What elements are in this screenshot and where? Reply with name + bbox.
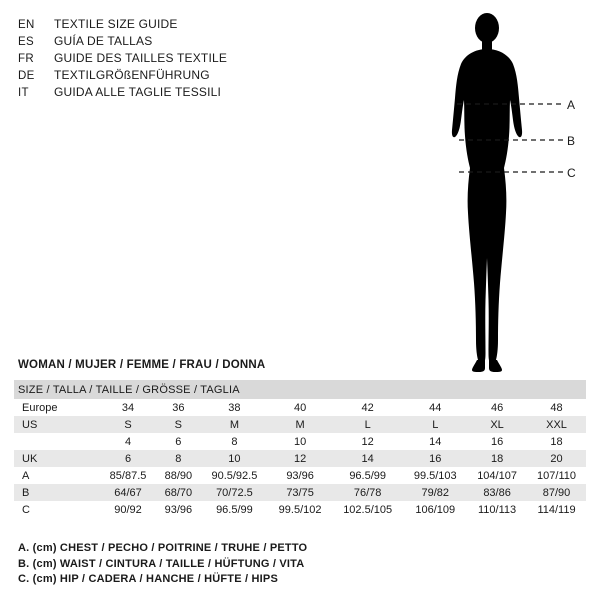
language-text: TEXTILE SIZE GUIDE (54, 17, 178, 31)
table-header-label: SIZE / TALLA / TAILLE / GRÖSSE / TAGLIA (14, 380, 586, 399)
cell: 18 (527, 433, 586, 450)
cell: 14 (403, 433, 467, 450)
cell: 76/78 (332, 484, 403, 501)
cell: 16 (403, 450, 467, 467)
cell: XXL (527, 416, 586, 433)
cell: 102.5/105 (332, 501, 403, 518)
cell: S (156, 416, 201, 433)
cell: L (403, 416, 467, 433)
cell: 96.5/99 (201, 501, 269, 518)
row-label (14, 433, 100, 450)
category-title: WOMAN / MUJER / FEMME / FRAU / DONNA (18, 359, 266, 371)
cell: 8 (201, 433, 269, 450)
footnote-b: B. (cm) WAIST / CINTURA / TAILLE / HÜFTUNG / VITA (18, 557, 305, 570)
table-row (14, 433, 586, 450)
cell: 64/67 (100, 484, 156, 501)
table-row (14, 467, 586, 484)
cell: 87/90 (527, 484, 586, 501)
cell: 12 (268, 450, 332, 467)
row-label: Europe (14, 399, 100, 416)
cell: 46 (467, 399, 527, 416)
language-text: GUIDA ALLE TAGLIE TESSILI (54, 85, 222, 99)
language-row (18, 16, 398, 33)
row-label: UK (14, 450, 100, 467)
cell: 79/82 (403, 484, 467, 501)
language-row (18, 50, 398, 67)
table-row (14, 484, 586, 501)
cell: 93/96 (156, 501, 201, 518)
language-text: TEXTILGRÖßENFÜHRUNG (54, 68, 210, 82)
table-row (14, 450, 586, 467)
cell: 90/92 (100, 501, 156, 518)
language-code: DE (18, 70, 35, 82)
cell: 93/96 (268, 467, 332, 484)
cell: L (332, 416, 403, 433)
language-row (18, 84, 398, 101)
table-header-row (14, 380, 586, 399)
cell: 88/90 (156, 467, 201, 484)
language-code: ES (18, 36, 34, 48)
language-row (18, 33, 398, 50)
cell: 99.5/103 (403, 467, 467, 484)
cell: 107/110 (527, 467, 586, 484)
cell: 6 (156, 433, 201, 450)
cell: 40 (268, 399, 332, 416)
cell: 18 (467, 450, 527, 467)
language-text: GUIDE DES TAILLES TEXTILE (54, 51, 228, 65)
row-label: US (14, 416, 100, 433)
cell: 6 (100, 450, 156, 467)
female-body-figure (415, 8, 590, 378)
cell: 99.5/102 (268, 501, 332, 518)
cell: 110/113 (467, 501, 527, 518)
table-row (14, 501, 586, 518)
footnote-c: C. (cm) HIP / CADERA / HANCHE / HÜFTE / HIPS (18, 573, 278, 585)
row-label: A (14, 467, 100, 484)
cell: 36 (156, 399, 201, 416)
table-row (14, 416, 586, 433)
language-row (18, 67, 398, 84)
cell: 106/109 (403, 501, 467, 518)
cell: 44 (403, 399, 467, 416)
cell: 114/119 (527, 501, 586, 518)
cell: 83/86 (467, 484, 527, 501)
cell: 14 (332, 450, 403, 467)
cell: 73/75 (268, 484, 332, 501)
cell: 10 (268, 433, 332, 450)
cell: 90.5/92.5 (201, 467, 269, 484)
measure-label-a: A (567, 98, 576, 112)
cell: 12 (332, 433, 403, 450)
row-label: C (14, 501, 100, 518)
language-code: IT (18, 87, 29, 99)
cell: 104/107 (467, 467, 527, 484)
cell: 96.5/99 (332, 467, 403, 484)
cell: M (268, 416, 332, 433)
language-code: EN (18, 19, 35, 31)
language-text: GUÍA DE TALLAS (54, 34, 153, 48)
cell: 48 (527, 399, 586, 416)
cell: S (100, 416, 156, 433)
cell: 16 (467, 433, 527, 450)
table-row (14, 399, 586, 416)
measure-label-b: B (567, 134, 576, 148)
footnote-a: A. (cm) CHEST / PECHO / POITRINE / TRUHE / PETTO (18, 542, 308, 554)
cell: 10 (201, 450, 269, 467)
cell: 85/87.5 (100, 467, 156, 484)
cell: M (201, 416, 269, 433)
measure-label-c: C (567, 166, 576, 180)
cell: 4 (100, 433, 156, 450)
cell: 68/70 (156, 484, 201, 501)
language-code: FR (18, 53, 34, 65)
language-heading-block (18, 16, 398, 101)
footnotes-block (18, 541, 578, 588)
cell: 42 (332, 399, 403, 416)
row-label: B (14, 484, 100, 501)
size-table (14, 380, 586, 518)
cell: 70/72.5 (201, 484, 269, 501)
woman-silhouette-icon (415, 8, 590, 378)
cell: 8 (156, 450, 201, 467)
cell: 20 (527, 450, 586, 467)
cell: 38 (201, 399, 269, 416)
cell: XL (467, 416, 527, 433)
cell: 34 (100, 399, 156, 416)
